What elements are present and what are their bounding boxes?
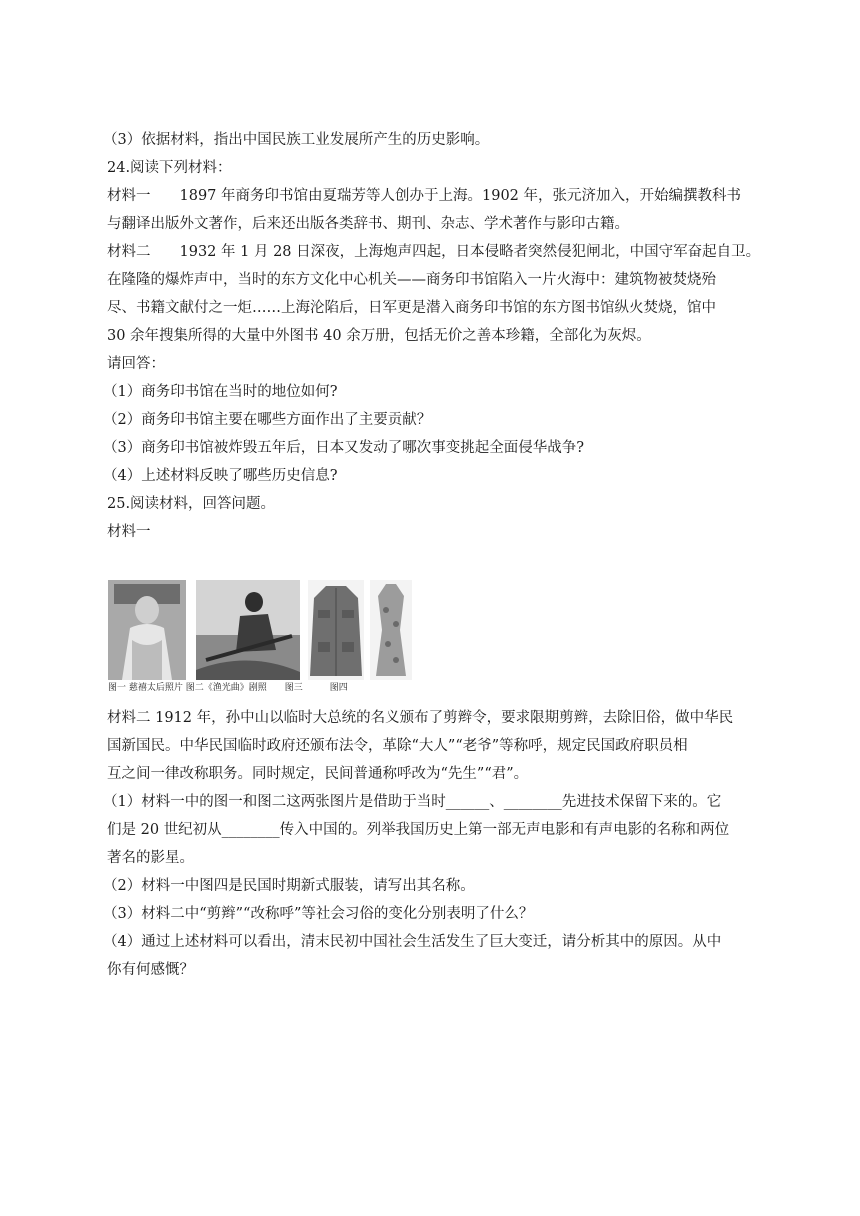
zhongshan-suit-image — [308, 580, 364, 680]
material-2-text-cont: 30 余年搜集所得的大量中外图书 40 余万册，包括无价之善本珍籍，全部化为灰烬。 — [107, 328, 651, 344]
material-2-para-cont: 国新国民。中华民国临时政府还颁布法令，革除“大人”“老爷”等称呼，规定民国政府职员相 — [107, 738, 688, 754]
material-2-text: 材料二 1932 年 1 月 28 日深夜，上海炮声四起，日本侵略者突然侵犯闸北，中国守军奋起自卫。 — [107, 244, 761, 260]
figures-caption: 图一 慈禧太后照片 图二《渔光曲》剧照 图三 图四 — [108, 683, 348, 693]
question-25-part-1: （1）材料一中的图一和图二这两张图片是借助于当时______、________先进技术保留下来的。它 — [103, 794, 722, 810]
question-25-part-1-cont: 著名的影星。 — [107, 850, 194, 866]
material-1-figures — [108, 580, 418, 698]
answer-prompt: 请回答： — [107, 356, 165, 372]
material-1-label: 材料一 — [107, 524, 151, 540]
question-25-heading: 25.阅读材料，回答问题。 — [107, 496, 276, 512]
question-25-part-4-cont: 你有何感慨？ — [107, 962, 194, 978]
material-1-text: 材料一 1897 年商务印书馆由夏瑞芳等人创办于上海。1902 年，张元济加入，开始编撰教科书 — [107, 188, 742, 204]
qipao-image — [370, 580, 412, 680]
question-23-part-3: （3）依据材料，指出中国民族工业发展所产生的历史影响。 — [103, 132, 490, 148]
question-25-part-1-cont: 们是 20 世纪初从________传入中国的。列举我国历史上第一部无声电影和有声电影的名称和两位 — [107, 822, 730, 838]
material-2-text-cont: 在隆隆的爆炸声中，当时的东方文化中心机关——商务印书馆陷入一片火海中：建筑物被焚烧殆 — [107, 272, 716, 288]
question-25-part-3: （3）材料二中“剪辫”“改称呼”等社会习俗的变化分别表明了什么？ — [103, 906, 534, 922]
empress-dowager-photo — [108, 580, 186, 680]
question-24-heading: 24.阅读下列材料： — [107, 160, 232, 176]
material-2-para: 材料二 1912 年，孙中山以临时大总统的名义颁布了剪辫令，要求限期剪辫，去除旧俗，做中华民 — [107, 710, 734, 726]
material-2-para-cont: 互之间一律改称职务。同时规定，民间普通称呼改为“先生”“君”。 — [107, 766, 529, 782]
question-24-part-1: （1）商务印书馆在当时的地位如何? — [103, 384, 338, 400]
material-1-text-cont: 与翻译出版外文著作，后来还出版各类辞书、期刊、杂志、学术著作与影印古籍。 — [107, 216, 629, 232]
material-2-text-cont: 尽、书籍文献付之一炬……上海沦陷后，日军更是潜入商务印书馆的东方图书馆纵火焚烧，馆中 — [107, 300, 716, 316]
question-25-part-4: （4）通过上述材料可以看出，清末民初中国社会生活发生了巨大变迁，请分析其中的原因。从中 — [103, 934, 722, 950]
question-24-part-4: （4）上述材料反映了哪些历史信息? — [103, 468, 338, 484]
question-24-part-2: （2）商务印书馆主要在哪些方面作出了主要贡献？ — [103, 412, 432, 428]
question-25-part-2: （2）材料一中图四是民国时期新式服装，请写出其名称。 — [103, 878, 475, 894]
fishermens-song-still — [196, 580, 300, 680]
question-24-part-3: （3）商务印书馆被炸毁五年后，日本又发动了哪次事变挑起全面侵华战争? — [103, 440, 584, 456]
